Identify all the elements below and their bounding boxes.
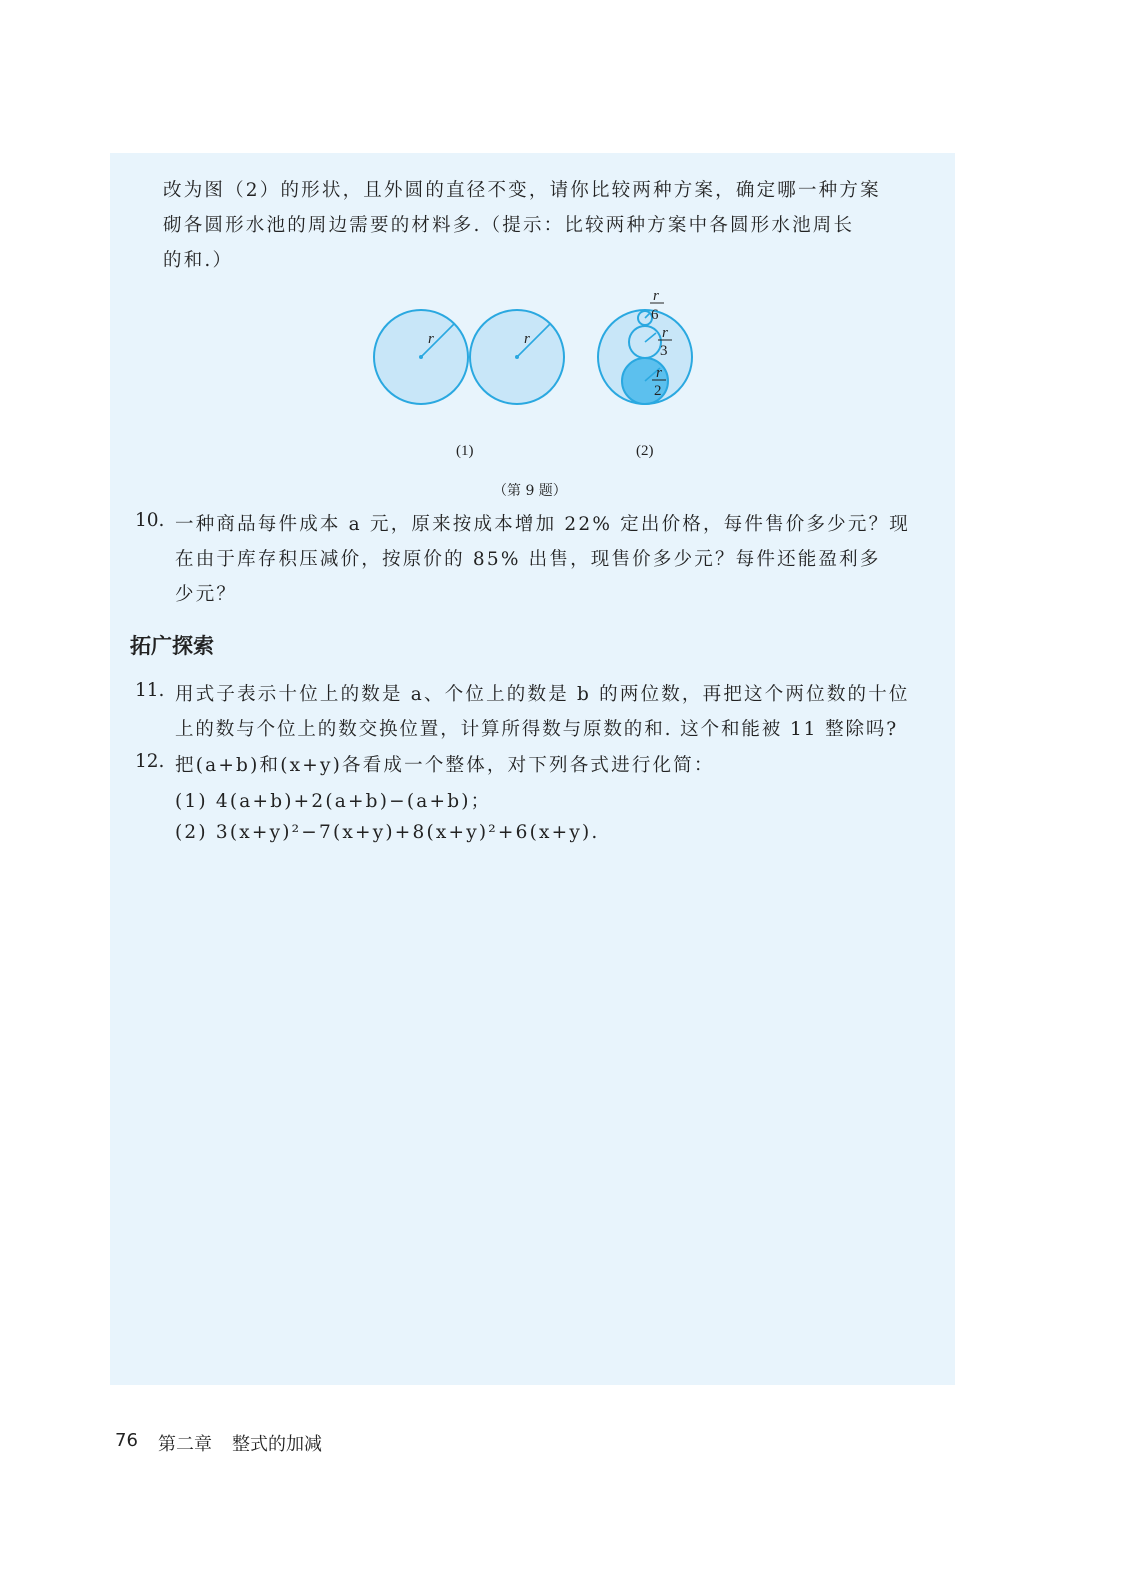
q10-line-2: 在由于库存积压减价，按原价的 85% 出售，现售价多少元？每件还能盈利多: [175, 549, 881, 570]
q11-number: 11.: [135, 680, 165, 701]
q9-line-2: 砌各圆形水池的周边需要的材料多.（提示：比较两种方案中各圆形水池周长: [163, 215, 855, 236]
frac-r2-den: 2: [654, 383, 662, 399]
section-heading: 拓广探索: [130, 634, 214, 658]
q12-part-2: (2) 3(x+y)²−7(x+y)+8(x+y)²+6(x+y).: [175, 822, 600, 843]
q12-number: 12.: [135, 751, 165, 772]
page-number: 76: [115, 1430, 138, 1451]
figure-caption: （第 9 题）: [493, 483, 567, 499]
q9-line-1: 改为图（2）的形状，且外圆的直径不变，请你比较两种方案，确定哪一种方案: [163, 180, 881, 201]
frac-r2-num: r: [656, 365, 662, 381]
radius-label-left: r: [428, 331, 434, 347]
frac-r3-den: 3: [660, 343, 668, 359]
frac-r6-den: 6: [651, 307, 659, 323]
q10-number: 10.: [135, 510, 165, 531]
q10-line-1: 一种商品每件成本 a 元，原来按成本增加 22% 定出价格，每件售价多少元？现: [175, 514, 910, 535]
q10-line-3: 少元？: [175, 584, 238, 605]
chapter-title: 整式的加减: [232, 1434, 322, 1455]
q11-line-1: 用式子表示十位上的数是 a、个位上的数是 b 的两位数，再把这个两位数的十位: [175, 684, 910, 705]
chapter-label: 第二章: [158, 1434, 212, 1455]
frac-r3-num: r: [662, 325, 668, 341]
q9-figure: [0, 0, 1125, 520]
figure-label-2: (2): [636, 443, 654, 459]
radius-label-right: r: [524, 331, 530, 347]
frac-r6-num: r: [653, 288, 659, 304]
q11-line-2: 上的数与个位上的数交换位置，计算所得数与原数的和. 这个和能被 11 整除吗?: [175, 719, 899, 740]
q12-line-1: 把(a+b)和(x+y)各看成一个整体，对下列各式进行化简：: [175, 755, 715, 776]
figure-label-1: (1): [456, 443, 474, 459]
q9-line-3: 的和.）: [163, 250, 234, 271]
q12-part-1: (1) 4(a+b)+2(a+b)−(a+b)；: [175, 791, 492, 812]
